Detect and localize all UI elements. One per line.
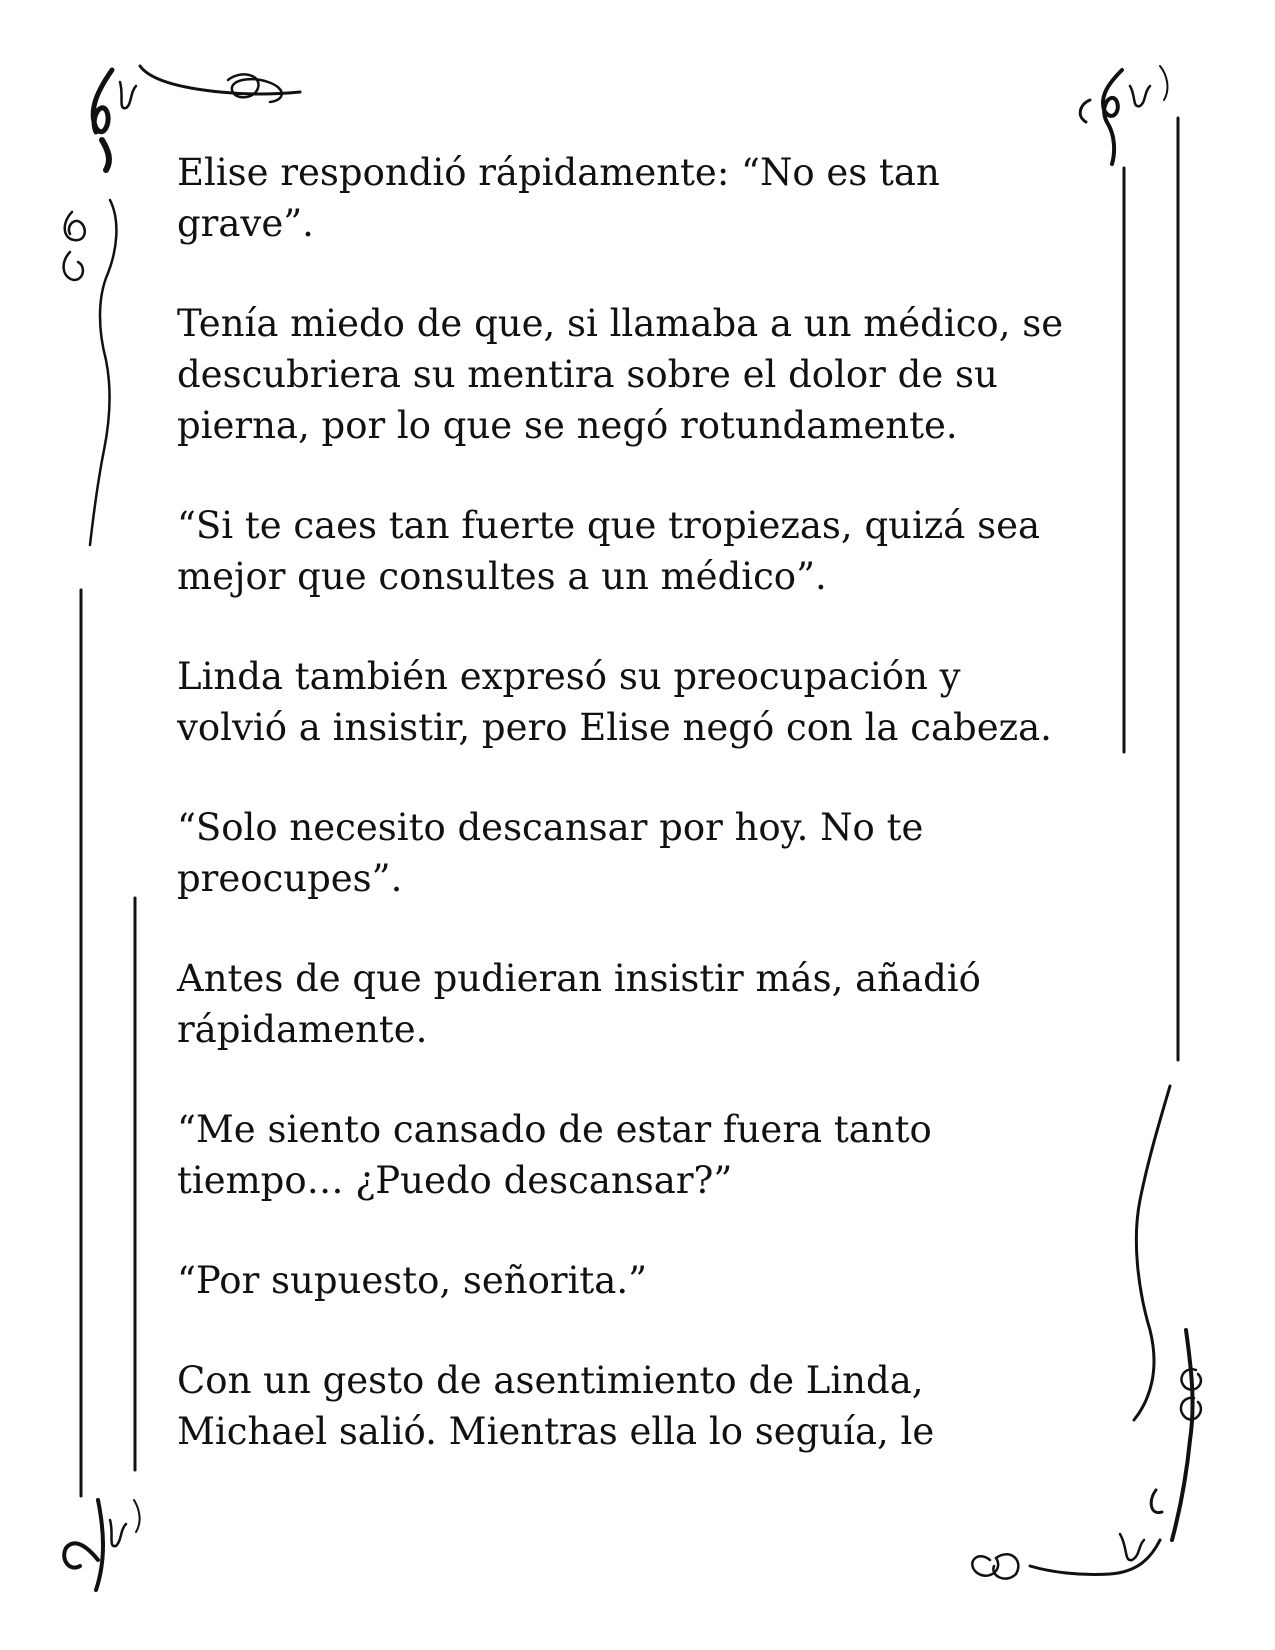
- paragraph: [177, 651, 1097, 753]
- paragraph: [177, 802, 1097, 904]
- text-line: Tenía miedo de que, si llamaba a un médico, se: [177, 302, 1064, 345]
- text-line: “Solo necesito descansar por hoy. No te: [177, 806, 924, 849]
- text-line: “Por supuesto, señorita.”: [177, 1259, 648, 1302]
- text-line: descubriera su mentira sobre el dolor de su: [177, 353, 998, 396]
- text-line: grave”.: [177, 202, 314, 245]
- text-line: Linda también expresó su preocupación y: [177, 655, 961, 698]
- text-line: Con un gesto de asentimiento de Linda,: [177, 1359, 924, 1402]
- paragraph: [177, 1355, 1097, 1457]
- text-line: mejor que consultes a un médico”.: [177, 555, 827, 598]
- text-line: pierna, por lo que se negó rotundamente.: [177, 404, 958, 447]
- text-line: Antes de que pudieran insistir más, añadió: [177, 957, 981, 1000]
- text-line: rápidamente.: [177, 1008, 428, 1051]
- text-line: “Me siento cansado de estar fuera tanto: [177, 1108, 932, 1151]
- text-line: Elise respondió rápidamente: “No es tan: [177, 151, 940, 194]
- text-line: Michael salió. Mientras ella lo seguía, le: [177, 1410, 935, 1453]
- document-text: [177, 147, 1097, 1506]
- text-line: preocupes”.: [177, 857, 403, 900]
- paragraph: [177, 500, 1097, 602]
- text-line: “Si te caes tan fuerte que tropiezas, quizá sea: [177, 504, 1041, 547]
- paragraph: [177, 298, 1097, 451]
- paragraph: [177, 1255, 1097, 1306]
- paragraph: [177, 1104, 1097, 1206]
- text-line: tiempo… ¿Puedo descansar?”: [177, 1159, 733, 1202]
- paragraph: [177, 953, 1097, 1055]
- text-line: volvió a insistir, pero Elise negó con la cabeza.: [177, 706, 1052, 749]
- paragraph: [177, 147, 1097, 249]
- flourish-bottom-left-icon: [64, 1500, 139, 1590]
